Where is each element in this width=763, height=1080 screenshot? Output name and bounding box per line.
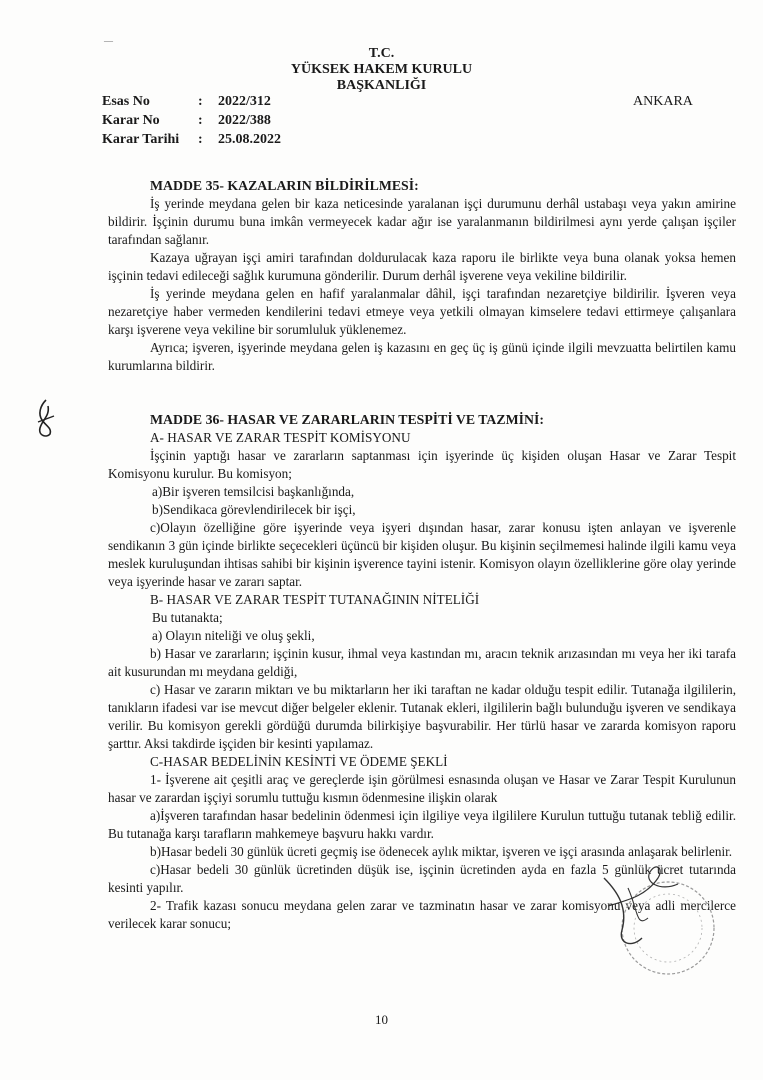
meta-key: Karar No bbox=[102, 113, 160, 128]
paragraph: c) Hasar ve zararın miktarı ve bu miktarların her iki taraftan ne kadar olduğu tespit edilir. Tutanağa ilgililerin, tanıkların ifadesi var ise mevcut diğer belgeler eklenir. Tutanak ekleri, ilgililerin bağlı bulunduğu işveren ve sendikaya verilir. Bu komisyon gerekli gördüğü durumda bilirkişiye başvurabilir. Her türlü hasar ve zararda komisyon raporu şarttır. Aksi takdirde işçiden bir kesinti yapılamaz. bbox=[108, 682, 736, 751]
paragraph: c)Hasar bedeli 30 günlük ücretinden düşük ise, işçinin ücretinden ayda en fazla 5 günlük ücret tutarında kesinti yapılır. bbox=[108, 862, 736, 895]
meta-row: Esas No : 2022/312 bbox=[102, 94, 271, 109]
list-item: b)Sendikaca görevlendirilecek bir işçi, bbox=[152, 502, 356, 517]
meta-value: 25.08.2022 bbox=[218, 132, 281, 147]
paragraph: b)Hasar bedeli 30 günlük ücreti geçmiş ise ödenecek aylık miktar, işveren ve işçi arasında anlaşarak belirlenir. bbox=[150, 844, 733, 859]
paragraph: c)Olayın özelliğine göre işyerinde veya işyeri dışından hasar, zarar konusu işten anlayan ve işverenle sendikanın 3 gün içinde birlikte seçecekleri üçüncü bir kişiden oluşur. Bu kişinin seçilmemesi halinde ilgili kamu veya meslek kuruluşundan ihtisas sahibi bir kişinin işverence tayini istenir. Komisyon olayın özelliklerine göre olay yerinde veya işyerinde hasar ve zararı saptar. bbox=[108, 520, 736, 589]
article-35 bbox=[108, 177, 736, 375]
section-a-title: A- HASAR VE ZARAR TESPİT KOMİSYONU bbox=[150, 430, 411, 445]
paragraph: İş yerinde meydana gelen bir kaza neticesinde yaralanan işçi durumunu derhâl ustabaşı veya yakın amirine bildirir. İşçinin durumu buna imkân vermeyecek kadar ağır ise yaralanmanın bildirilmesi aynı yerde çalışan işçiler tarafından sağlanır. bbox=[108, 196, 736, 247]
list-item: Bu tutanakta; bbox=[152, 610, 223, 625]
paragraph: 1- İşverene ait çeşitli araç ve gereçlerde işin görülmesi esnasında oluşan ve Hasar ve Zarar Tespit Kurulunun hasar ve zarardan işçiyi sorumlu tuttuğu kısmın ödenmesine ilişkin olarak bbox=[108, 772, 736, 805]
paragraph: Ayrıca; işveren, işyerinde meydana gelen iş kazasını en geç üç iş günü içinde ilgili mevzuatta belirtilen kamu kurumlarına bildirir. bbox=[108, 340, 736, 373]
paragraph: b) Hasar ve zararların; işçinin kusur, ihmal veya kastından mı, aracın teknik arızasından mı veya her iki tarafa ait kusurundan mı meydana geldiği, bbox=[108, 646, 736, 679]
paragraph: 2- Trafik kazası sonucu meydana gelen zarar ve tazminatın hasar ve zarar komisyonu veya adli mercilerce verilecek karar sonucu; bbox=[108, 898, 736, 931]
header-city: ANKARA bbox=[633, 94, 693, 109]
list-item: a) Olayın niteliği ve oluş şekli, bbox=[152, 628, 315, 643]
meta-value: 2022/388 bbox=[218, 113, 271, 128]
article-35-title: MADDE 35- KAZALARIN BİLDİRİLMESİ: bbox=[150, 178, 419, 193]
paragraph: İşçinin yaptığı hasar ve zararların saptanması için işyerinde üç kişiden oluşan Hasar ve Zarar Tespit Komisyonu kurulur. Bu komisyon; bbox=[108, 448, 736, 481]
meta-key: Esas No bbox=[102, 94, 150, 109]
scan-mark: — bbox=[104, 36, 113, 46]
section-b-title: B- HASAR VE ZARAR TESPİT TUTANAĞININ NİTELİĞİ bbox=[150, 592, 480, 607]
meta-key: Karar Tarihi bbox=[102, 132, 180, 147]
handwritten-initial-mark bbox=[32, 398, 58, 438]
official-stamp-and-signature bbox=[598, 848, 718, 998]
article-36-title: MADDE 36- HASAR VE ZARARLARIN TESPİTİ VE TAZMİNİ: bbox=[150, 412, 544, 427]
header-institution: YÜKSEK HAKEM KURULU bbox=[290, 62, 473, 77]
meta-row: Karar Tarihi : 25.08.2022 bbox=[102, 132, 281, 147]
paragraph: İş yerinde meydana gelen en hafif yaralanmalar dâhil, işçi tarafından nezaretçiye bildirilir. İşveren veya nezaretçiye haber vermeden kendilerini tedavi etmeye veya yetkili olmayan kimselere tedavi ettirmeye çalışanlara karşı işverene veya vekiline bir sorumluluk yüklenemez. bbox=[108, 286, 736, 337]
header-tc: T.C. bbox=[368, 46, 395, 61]
header-presidency: BAŞKANLIĞI bbox=[336, 78, 427, 93]
list-item: a)Bir işveren temsilcisi başkanlığında, bbox=[152, 484, 355, 499]
page-number: 10 bbox=[375, 1012, 388, 1027]
section-c-title: C-HASAR BEDELİNİN KESİNTİ VE ÖDEME ŞEKLİ bbox=[150, 754, 448, 769]
meta-row: Karar No : 2022/388 bbox=[102, 113, 271, 128]
paragraph: a)İşveren tarafından hasar bedelinin ödenmesi için ilgiliye veya ilgililere Kurulun tuttuğu tutanak tebliğ edilir. Bu tutanağa karşı tarafların mahkemeye başvuru hakkı vardır. bbox=[108, 808, 736, 841]
meta-value: 2022/312 bbox=[218, 94, 271, 109]
paragraph: Kazaya uğrayan işçi amiri tarafından doldurulacak kaza raporu ile birlikte veya buna olanak yoksa hemen işçinin tedavi edileceği sağlık kurumuna gönderilir. Durum derhâl işverene veya vekiline bildirilir. bbox=[108, 250, 736, 283]
